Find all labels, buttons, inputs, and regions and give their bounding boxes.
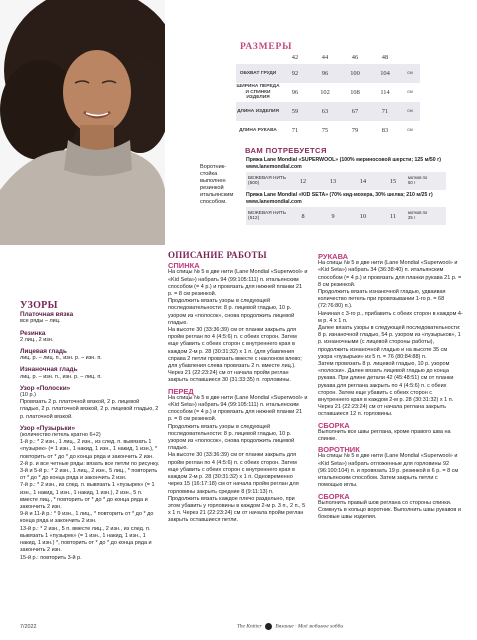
yarn1-site-text: www.lanemondial.com [246,164,302,170]
yarn2-desc [246,192,468,198]
size-row-label: ШИРИНА ПЕРЕДА И СПИНКИ ИЗДЕЛИЯ [236,84,280,101]
instructions-column [168,252,308,525]
yarn-unit: мотков по 25 г [408,210,428,220]
size-cell: 102 [320,89,330,96]
size-cell: 114 [380,89,390,96]
size-row-label: ДЛИНА ИЗДЕЛИЯ [236,102,280,121]
section-heading: СБОРКА [318,491,350,501]
yarn2-name: Пряжа Lane Mondial «KID SETA» (70% кид-мохера, 30% шелка; 210 м/25 г) [246,192,433,198]
patterns-column [20,302,160,562]
brand-logo-icon [265,623,272,630]
sizes-title: РАЗМЕРЫ [240,42,293,52]
caption-line: резинкой [200,185,224,191]
pattern-heading: Узор «Пузырьки» [20,424,76,432]
size-cell: 79 [351,127,359,134]
needs-title: ВАМ ПОТРЕБУЕТСЯ [245,146,327,155]
pattern-text: (количество петель кратно 6+2) 1-й р.: * 2 изн., 1 лиц., 2 изн., из след. п. вывязать 1 «пузырек» (= 1 изн., 1 накид, 1 изн., 1 накид, 1 изн.), * повторить от * до * до конца ряда и закончить 2 изн. 2-й р. и все четные ряды: вязать все петли по рисунку. 3-й и 5-й р.: * 2 изн., 1 лиц., 2 изн., 5 лиц., * повторить от * до * до конца ряда и закончить 2 изн. 7-й р.: * 2 изн., из след. п. вывязать 1 «пузырек» (= 1 изн., 1 накид, 1 изн., 1 накид, 1 изн.), 2 изн., 5 п. вместе лиц., * повторить от * до * до конца ряда и закончить 2 изн. 9-й и 11-й р.: * 9 изн., 1 лиц., * повторить от * до * до конца ряда и закончить 2 изн. 13-й р.: * 2 изн., 5 п. вместе лиц., 2 изн., из след. п. вывязать 1 «пузырек» (= 1 изн., 1 накид, 1 изн., 1 накид, 1 изн.) *, повторить от * до * до конца ряда и закончить 2 изн. 15-й р.: повторить 3-й р. [20,432,160,561]
size-cell: 108 [350,89,360,96]
size-cell: 96 [310,64,340,83]
instructions-title: ОПИСАНИЕ РАБОТЫ [168,250,267,260]
patterns-title: УЗОРЫ [20,300,58,311]
pattern-text: (10 р.) Провязать 2 р. платочной вязкой, 2 р. лицевой гладью, 2 р. платочной вязкой, 2 р. лицевой гладью, 2 р. платочной вязкой. [20,392,159,420]
yarn-cell: 14 [359,177,367,185]
pattern-heading: Платочная вязка [20,311,74,319]
yarn-cell: 13 [329,177,337,185]
caption-line: итальянским [200,192,234,198]
sleeves-column [318,250,463,521]
size-cell: 59 [280,102,310,121]
caption-line: Воротник- [200,164,227,170]
pattern-heading: Резинка [20,329,46,337]
size-header: 44 [321,54,329,61]
yarn-cell: 15 [389,177,397,185]
section-heading: ПЕРЕД [168,386,194,396]
yarn1-site [246,164,468,170]
pattern-heading: Лицевая гладь [20,348,67,356]
section-text: Выполнить все швы реглана, кроме правого шва на спинке. [318,428,451,443]
yarn-cell: 8 [301,212,305,220]
size-cell: 63 [310,102,340,121]
section-heading: ВОРОТНИК [318,445,360,455]
size-unit: см [400,102,420,121]
yarn-cell: 12 [299,177,307,185]
pattern-heading: Узор «Полоски» [20,384,71,392]
yarn-cell: 9 [331,212,335,220]
yarn1-row [246,172,446,190]
size-cell: 71 [370,102,400,121]
pattern-text: 2 лиц., 2 изн. [20,336,54,343]
size-cell: 83 [381,127,389,134]
pattern-text: все ряды – лиц. [20,318,61,325]
section-text: На спицы № 5 в две нити (Lane Mondial «Superwool» и «Kid Seta») набрать 94 (99:105:111) п. итальянским способом (= 4 р.) и провязать для нижней планки 21 р. = 8 см резинкой. Продолжить вязать узоры в следующей последовательности: 8 р. лицевой гладью, 10 р. узором из «полосок», снова продолжить лицевой гладью. На высоте 30 (33:36:39) см от планки закрыть для пройм реглан по 4 (4:5:6) п. с обеих сторон. Затем еще убавить с обеих сторон с внутреннего края в каждом 2-м р. 28 (30:31:32) x 1 п. (для убавления справа 2 петли провязать вместе с наклоном влево; для убавления слева провязать 2 п. вместе лиц.). Через 21 (22:23:24) см от начала пройм реглан закрыть оставшиеся 30 (31:33:35) п. горловины. [168,269,308,384]
size-header: 46 [351,54,359,61]
caption-line: стойка [200,171,218,177]
yarn-cell: 10 [359,212,367,220]
size-cell: 104 [370,64,400,83]
section-text: Выполнить правый шов реглана со стороны спинки. Сомкнуть в кольцо воротник. Выполнить швы рукавов и боковые швы изделия. [318,499,461,521]
yarn2-site [246,199,468,205]
yarn1-name: Пряжа Lane Mondial «SUPERWOOL» (100% мериносовой шерсти; 125 м/50 г) [246,157,441,163]
brand-name: The Knitter [236,623,262,630]
size-cell: 96 [291,89,299,96]
size-unit: см [407,90,413,95]
pattern-text: лиц. р. – изн. п., изн. р. – лиц. п. [20,373,102,380]
photo-caption [200,164,250,206]
section-text: На спицы № 5 в две нити (Lane Mondial «Superwool» и «Kid Seta») набрать 34 (36:38:40) п. итальянским способом (= 4 р.) и провязать для планки рукава 21 р. = 8 см резинкой. Продолжить вязать изнаночной гладью, удваивая количество петель при провязывании 1-го р. = 68 (72:76:80) п.). Начиная с 3-го р., прибавить с обеих сторон в каждом 4-м р. 4 x 1 п. Далее вязать узоры в следующей последовательности: 8 р. изнаночной гладью, 54 р. узором из «пузырьков», 1 р. изнаночными (с лицевой стороны работы), продолжить изнаночной гладью и на высоте 35 см узора «пузырьки» из 5 п. = 76 (80:84:88) п. Затем провязать 8 р. лицевой гладью, 10 р. узором «полоски». Далее вязать лицевой гладью до конца рукава. При длине детали 42 (45:48:51) см от планки рукава для реглана закрыть по 4 (4:5:6) п. с обеих сторон. Затем еще убавить с обеих сторон с внутреннего края в каждом 2-м р. 28 (30:31:32) x 1 п. Через 21 (22:23:24) см от начала реглана закрыть оставшиеся 12 п. горловины. [318,260,463,418]
yarn-cell: 11 [390,212,396,220]
pattern-heading: Изнаночная гладь [20,366,78,374]
size-header: 42 [291,54,299,61]
yarn2-site-text: www.lanemondial.com [246,199,302,205]
footer-brand [120,623,460,630]
size-cell: 75 [321,127,329,134]
model-photo [0,0,165,245]
size-cell: 67 [340,102,370,121]
size-cell: 71 [291,127,299,134]
section-text: На спицы № 5 в две нити (Lane Mondial «Superwool» и «Kid Seta») набрать 94 (99:105:111) п. итальянским способом (= 4 р.) и провязать для нижней планки 21 р. = 8 см резинкой. Продолжить вязать узоры в следующей последовательности: 8 р. лицевой гладью, 10 р. узором из «полосок», снова продолжить лицевой гладью. На высоте 30 (33:36:39) см от планки закрыть для пройм реглан по 4 (4:5:6) п. с обеих сторон. Затем еще убавить с обеих сторон с внутреннего края в каждом 2-м р. 28 (30:31:32) x 1 п. Одновременно через 15 (16:17:18) см от начала пройм реглан для горловины закрыть средние 8 (9:11:13) п. Продолжить вязать каждое плечо раздельно, при этом убавить у горловины в каждом 2-м р. 3 п., 2 п., 5 x 1 п. Через 21 (22:23:24) см от начала пройм реглан закрыть оставшиеся петли. [168,394,308,524]
yarn-row-name: БЕЖЕВАЯ НИТЬ (500) [248,175,287,186]
page-number: 7/2022 [20,623,37,630]
yarn1-desc [246,157,468,163]
yarn-unit: мотков по 50 г [408,175,428,185]
size-cell: 100 [340,64,370,83]
section-heading: РУКАВА [318,252,349,261]
yarn-row-name: БЕЖЕВАЯ НИТЬ (512) [248,210,287,221]
brand-tagline: Вязание · Моё любимое хобби [275,623,344,630]
size-unit: см [400,64,420,83]
yarn2-row [246,207,446,225]
size-row-label: ОБХВАТ ГРУДИ [236,64,280,83]
size-cell: 92 [280,64,310,83]
pattern-text: лиц. р. – лиц. п., изн. р. – изн. п. [20,355,102,362]
caption-line: выполнен [200,178,226,184]
caption-line: способом. [200,199,227,205]
size-header: 48 [381,54,389,61]
size-unit: см [407,128,413,133]
section-heading: СБОРКА [318,420,350,430]
section-heading: СПИНКА [168,261,200,271]
sizes-table [236,51,420,140]
section-text: На спицы № 5 в две нити (Lane Mondial «Superwool» и «Kid Seta») набрать отложенные для горловины 92 (96:100:104) п. и провязать 19 р. резинкой в 6 р. = 8 см итальянским способом. Затем закрыть петли с помощью иглы. [318,453,459,489]
page-footer [20,623,460,630]
size-row-label: ДЛИНА РУКАВА [239,127,277,133]
